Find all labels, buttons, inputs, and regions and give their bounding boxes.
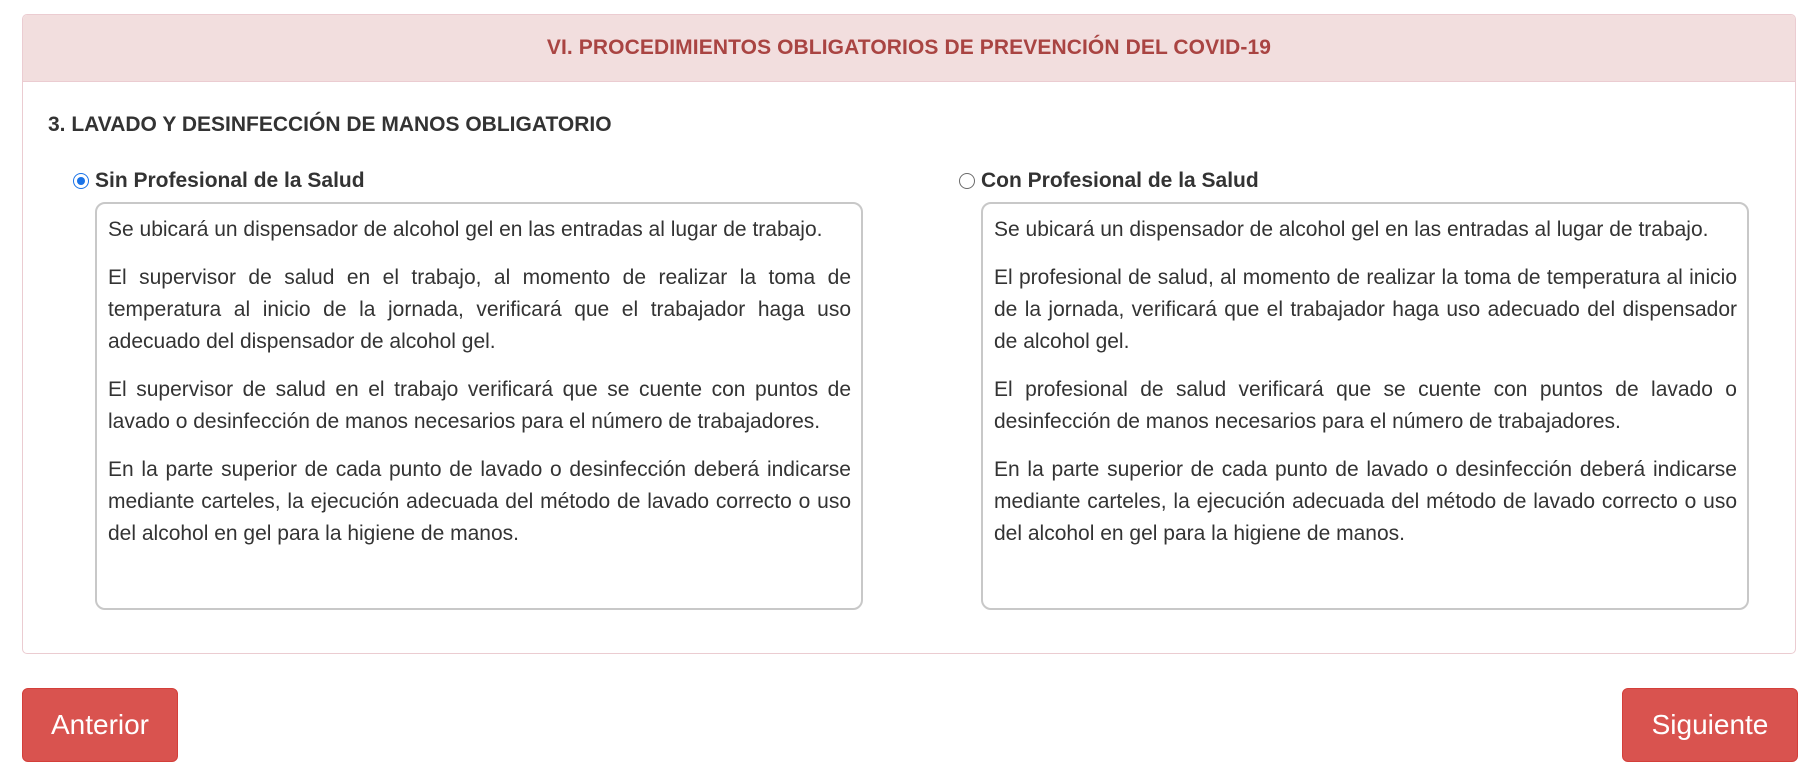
radio-con-profesional[interactable]: [959, 173, 975, 189]
radio-label-sin-profesional[interactable]: [73, 167, 863, 195]
option-con-profesional: [959, 167, 1749, 610]
paragraph: Se ubicará un dispensador de alcohol gel en las entradas al lugar de trabajo.: [108, 218, 823, 241]
option-sin-profesional: [73, 167, 863, 610]
paragraph: El profesional de salud, al momento de realizar la toma de temperatura al inicio de la jornada, verificará que el trabajador haga uso adecuado del dispensador de alcohol gel.: [994, 266, 1737, 353]
paragraph: El profesional de salud verificará que se cuente con puntos de lavado o desinfección de manos necesarios para el número de trabajadores.: [994, 378, 1737, 433]
radio-label-text: Con Profesional de la Salud: [981, 169, 1259, 192]
paragraph: En la parte superior de cada punto de lavado o desinfección deberá indicarse mediante carteles, la ejecución adecuada del método de lavado correcto o uso del alcohol en gel para la higiene de manos.: [108, 458, 851, 545]
description-box-con-profesional: [981, 202, 1749, 610]
radio-sin-profesional[interactable]: [73, 173, 89, 189]
panel-heading-title: VI. PROCEDIMIENTOS OBLIGATORIOS DE PREVENCIÓN DEL COVID-19: [546, 36, 1272, 59]
procedures-panel: [22, 14, 1796, 654]
paragraph: En la parte superior de cada punto de lavado o desinfección deberá indicarse mediante carteles, la ejecución adecuada del método de lavado correcto o uso del alcohol en gel para la higiene de manos.: [994, 458, 1737, 545]
panel-heading: [23, 15, 1795, 82]
section-title: 3. LAVADO Y DESINFECCIÓN DE MANOS OBLIGATORIO: [48, 113, 612, 136]
next-button[interactable]: Siguiente: [1622, 688, 1798, 762]
paragraph: Se ubicará un dispensador de alcohol gel en las entradas al lugar de trabajo.: [994, 218, 1709, 241]
previous-button[interactable]: Anterior: [22, 688, 178, 762]
radio-label-text: Sin Profesional de la Salud: [95, 169, 365, 192]
paragraph: El supervisor de salud en el trabajo, al momento de realizar la toma de temperatura al inicio de la jornada, verificará que el trabajador haga uso adecuado del dispensador de alcohol gel.: [108, 266, 851, 353]
radio-label-con-profesional[interactable]: [959, 167, 1749, 195]
description-box-sin-profesional: [95, 202, 863, 610]
paragraph: El supervisor de salud en el trabajo verificará que se cuente con puntos de lavado o desinfección de manos necesarios para el número de trabajadores.: [108, 378, 851, 433]
